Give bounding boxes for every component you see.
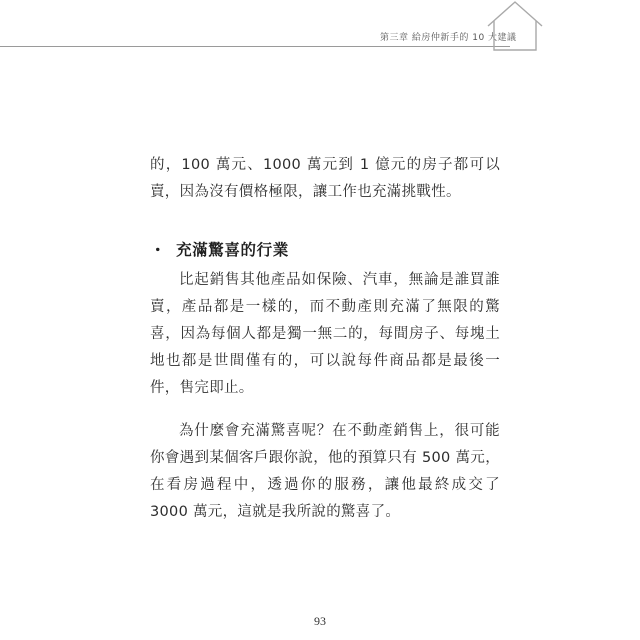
page-number: 93 xyxy=(314,614,326,628)
paragraph-text: 的，100 萬元、1000 萬元到 1 億元的房子都可以賣，因為沒有價格極限，讓工作也充滿挑戰性。 xyxy=(150,157,500,200)
header-rule xyxy=(0,46,510,47)
house-outline-icon xyxy=(486,0,544,52)
paragraph-text: 比起銷售其他產品如保險、汽車，無論是誰買誰賣，產品都是一樣的，而不動產則充滿了無限的驚喜，因為每個人都是獨一無二的，每間房子、每塊土地也都是世間僅有的，可以說每件商品都是最後一件，售完即止。 xyxy=(150,272,500,396)
running-header: 第三章 給房仲新手的 10 大建議 xyxy=(380,33,517,43)
continued-paragraph xyxy=(150,152,500,206)
heading-bullet: ・ xyxy=(150,241,167,259)
section-title: 充滿驚喜的行業 xyxy=(176,241,289,259)
paragraph-surprise-industry xyxy=(150,267,500,402)
paragraph-text: 為什麼會充滿驚喜呢？在不動產銷售上，很可能你會遇到某個客戶跟你說，他的預算只有 500 萬元，在看房過程中，透過你的服務，讓他最終成交了 3000 萬元，這就是我所說的驚喜了。 xyxy=(150,423,500,520)
paragraph-surprise-example xyxy=(150,418,500,526)
section-heading xyxy=(150,238,289,260)
